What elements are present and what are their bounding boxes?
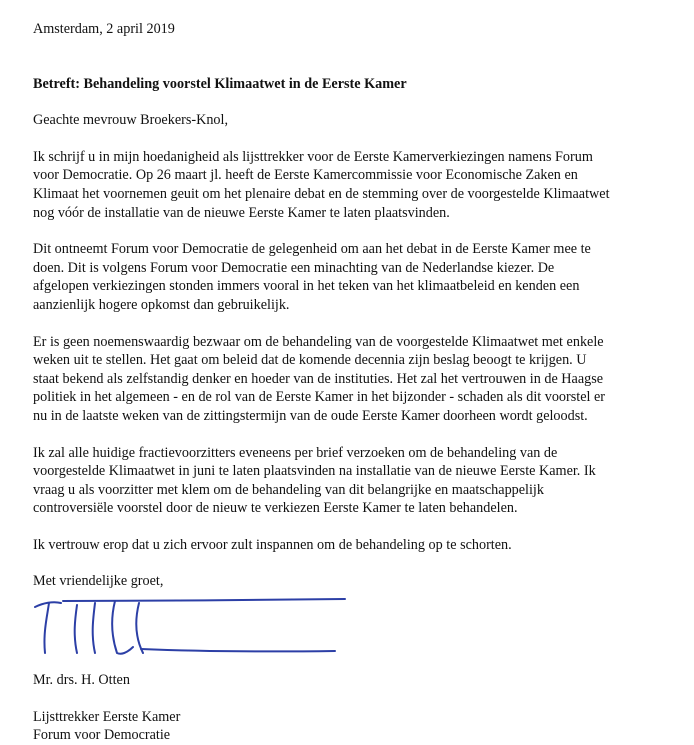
- signer-party: Forum voor Democratie: [33, 727, 171, 744]
- letter-paragraph-4: Ik zal alle huidige fractievoorzitters eveneens per brief verzoeken om de behandeling van de voorgestelde Klimaatwet in juni te laten plaatsvinden na installatie van de nieuwe Eerste Kamer. Ik vraag u als voorzitter met klem om de behandeling van dit belangrijke en maatschappelijk controversiële voorstel door de nieuw te verkiezen Eerste Kamer te laten behandelen.: [33, 444, 596, 517]
- letter-date: Amsterdam, 2 april 2019: [33, 21, 175, 37]
- signature-stroke-7: [63, 599, 345, 601]
- signer-name: Mr. drs. H. Otten: [33, 672, 130, 689]
- signature-stroke-6: [136, 603, 143, 653]
- letter-closing: Met vriendelijke groet,: [33, 573, 164, 590]
- letter-paragraph-3: Er is geen noemenswaardig bezwaar om de behandeling van de voorgestelde Klimaatwet met enkele weken uit te stellen. Het gaat om beleid dat de komende decennia zijn beslag beoogt te krijgen. U staat bekend als zelfstandig denker en hoeder van de instituties. Het zal het vertrouwen in de Haagse politiek in het algemeen - en de rol van de Eerste Kamer in het bijzonder - schaden als dit voorstel er nu in de laatste weken van de zittingstermijn van de oude Eerste Kamer doorheen wordt geloodst.: [33, 333, 606, 424]
- signature-stroke-5: [112, 601, 133, 654]
- letter-subject: Betreft: Behandeling voorstel Klimaatwet in de Eerste Kamer: [33, 75, 407, 92]
- signature-stroke-8: [141, 649, 335, 651]
- signature-stroke-2: [44, 603, 49, 653]
- letter-salutation: Geachte mevrouw Broekers-Knol,: [33, 112, 229, 129]
- letter-paragraph-2: Dit ontneemt Forum voor Democratie de gelegenheid om aan het debat in de Eerste Kamer mee te doen. Dit is volgens Forum voor Democratie een minachting van de Nederlandse kiezer. De afgelopen verkiezingen stonden immers vooral in het teken van het klimaatbeleid en kenden een aanzienlijk hogere opkomst dan gebruikelijk.: [33, 241, 591, 313]
- letter-final-sentence: Ik vertrouw erop dat u zich ervoor zult inspannen om de behandeling op te schorten.: [33, 536, 512, 553]
- signer-role: Lijsttrekker Eerste Kamer: [33, 708, 181, 725]
- letter-paragraph-1: Ik schrijf u in mijn hoedanigheid als lijsttrekker voor de Eerste Kamerverkiezingen namens Forum voor Democratie. Op 26 maart jl. heeft de Eerste Kamercommissie voor Economische Zaken en Klimaat het voornemen geuit om het plenaire debat en de stemming over de voorgestelde Klimaatwet nog vóór de installatie van de nieuwe Eerste Kamer te laten plaatsvinden.: [33, 148, 610, 221]
- handwritten-signature: [29, 597, 349, 661]
- signature-stroke-3: [75, 605, 77, 653]
- letter: [33, 20, 673, 745]
- signature-stroke-4: [93, 603, 95, 653]
